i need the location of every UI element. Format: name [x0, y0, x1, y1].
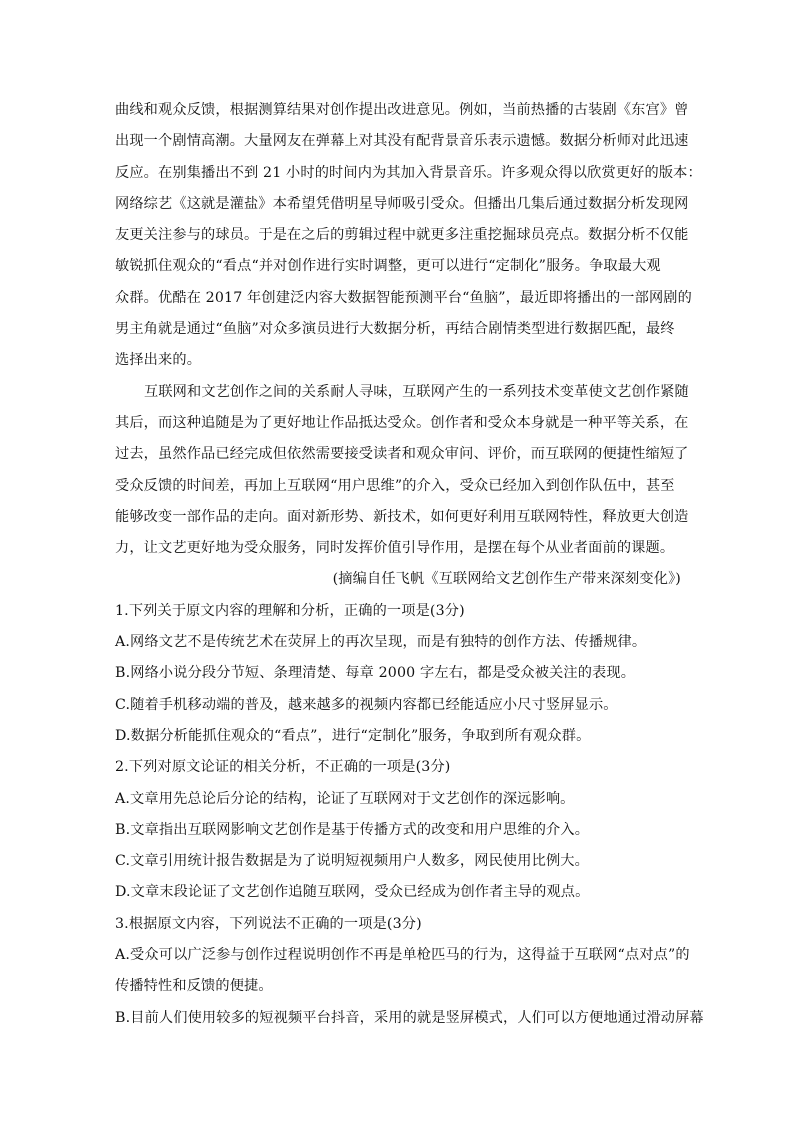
- text-line: 敏锐抓住观众的“看点“并对创作进行实时调整，更可以进行“定制化”服务。争取最大观: [115, 258, 661, 275]
- text-line: 选择出来的。: [115, 352, 202, 369]
- option-a: A.受众可以广泛参与创作过程说明创作不再是单枪匹马的行为，这得益于互联网“点对点”的: [115, 947, 690, 964]
- question-stem: 3.根据原文内容，下列说法不正确的一项是(3分): [115, 915, 422, 932]
- option-b: B.目前人们使用较多的短视频平台抖音，采用的就是竖屏模式，人们可以方便地通过滑动屏幕: [115, 1009, 704, 1026]
- text-line: 出现一个剧情高潮。大量网友在弹幕上对其没有配背景音乐表示遗憾。数据分析师对此迅速: [115, 133, 689, 150]
- question-stem: 1.下列关于原文内容的理解和分析，正确的一项是(3分): [115, 602, 465, 619]
- text-line: 能够改变一部作品的走向。面对新形势、新技术，如何更好利用互联网特性，释放更大创造: [115, 508, 689, 525]
- option-a: A.网络文艺不是传统艺术在荧屏上的再次呈现，而是有独特的创作方法、传播规律。: [115, 634, 647, 651]
- text-line: 力，让文艺更好地为受众服务，同时发挥价值引导作用，是摆在每个从业者面前的课题。: [115, 540, 675, 557]
- question-1: [115, 596, 681, 752]
- option-b: B.网络小说分段分节短、条理清楚、每章 2000 字左右，都是受众被关注的表现。: [115, 665, 636, 682]
- option-c: C.随着手机移动端的普及，越来越多的视频内容都已经能适应小尺寸竖屏显示。: [115, 696, 618, 713]
- option-d: D.文章末段论证了文艺创作追随互联网，受众已经成为创作者主导的观点。: [115, 884, 590, 901]
- option-b: B.文章指出互联网影响文艺创作是基于传播方式的改变和用户思维的介入。: [115, 821, 590, 838]
- option-a: A.文章用先总论后分论的结构，论证了互联网对于文艺创作的深远影响。: [115, 790, 575, 807]
- option-a-continued: 传播特性和反馈的便捷。: [115, 978, 273, 995]
- question-3: [115, 909, 704, 1034]
- paragraph-1: [115, 95, 702, 377]
- source-citation: (摘编自任飞帆《互联网给文艺创作生产带来深刻变化》): [332, 571, 681, 588]
- text-line: 友更关注参与的球员。于是在之后的剪辑过程中就更多注重挖掘球员亮点。数据分析不仅能: [115, 227, 689, 244]
- text-line: 其后，而这种追随是为了更好地让作品抵达受众。创作者和受众本身就是一种平等关系，在: [115, 414, 689, 431]
- option-c: C.文章引用统计报告数据是为了说明短视频用户人数多，网民使用比例大。: [115, 853, 589, 870]
- paragraph-2: [115, 377, 689, 565]
- text-line: 曲线和观众反馈，根据测算结果对创作提出改进意见。例如，当前热播的古装剧《东宫》曾: [115, 102, 689, 118]
- document-page: [115, 95, 704, 1034]
- text-line: 网络综艺《这就是灌盐》本希望凭借明星导师吸引受众。但播出几集后通过数据分析发现网: [115, 195, 689, 212]
- text-line: 受众反馈的时间差，再加上互联网“用户思维”的介入，受众已经加入到创作队伍中，甚至: [115, 477, 675, 494]
- text-line: 众群。优酷在 2017 年创建泛内容大数据智能预测平台“鱼脑”，最近即将播出的一部网剧的: [115, 289, 692, 306]
- text-line: 男主角就是通过“鱼脑”对众多演员进行大数据分析，再结合剧情类型进行数据匹配，最终: [115, 321, 675, 338]
- option-d: D.数据分析能抓住观众的“看点”，进行“定制化”服务，争取到所有观众群。: [115, 727, 591, 744]
- text-line: 过去，虽然作品已经完成但依然需要接受读者和观众审问、评价，而互联网的便捷性缩短了: [115, 446, 689, 463]
- question-2: [115, 752, 681, 908]
- text-line: 反应。在别集播出不到 21 小时的时间内为其加入背景音乐。许多观众得以欣赏更好的版本：: [115, 164, 702, 181]
- text-line: 互联网和文艺创作之间的关系耐人寻味，互联网产生的一系列技术变革使文艺创作紧随: [144, 383, 689, 400]
- question-stem: 2.下列对原文论证的相关分析，不正确的一项是(3分): [115, 759, 451, 776]
